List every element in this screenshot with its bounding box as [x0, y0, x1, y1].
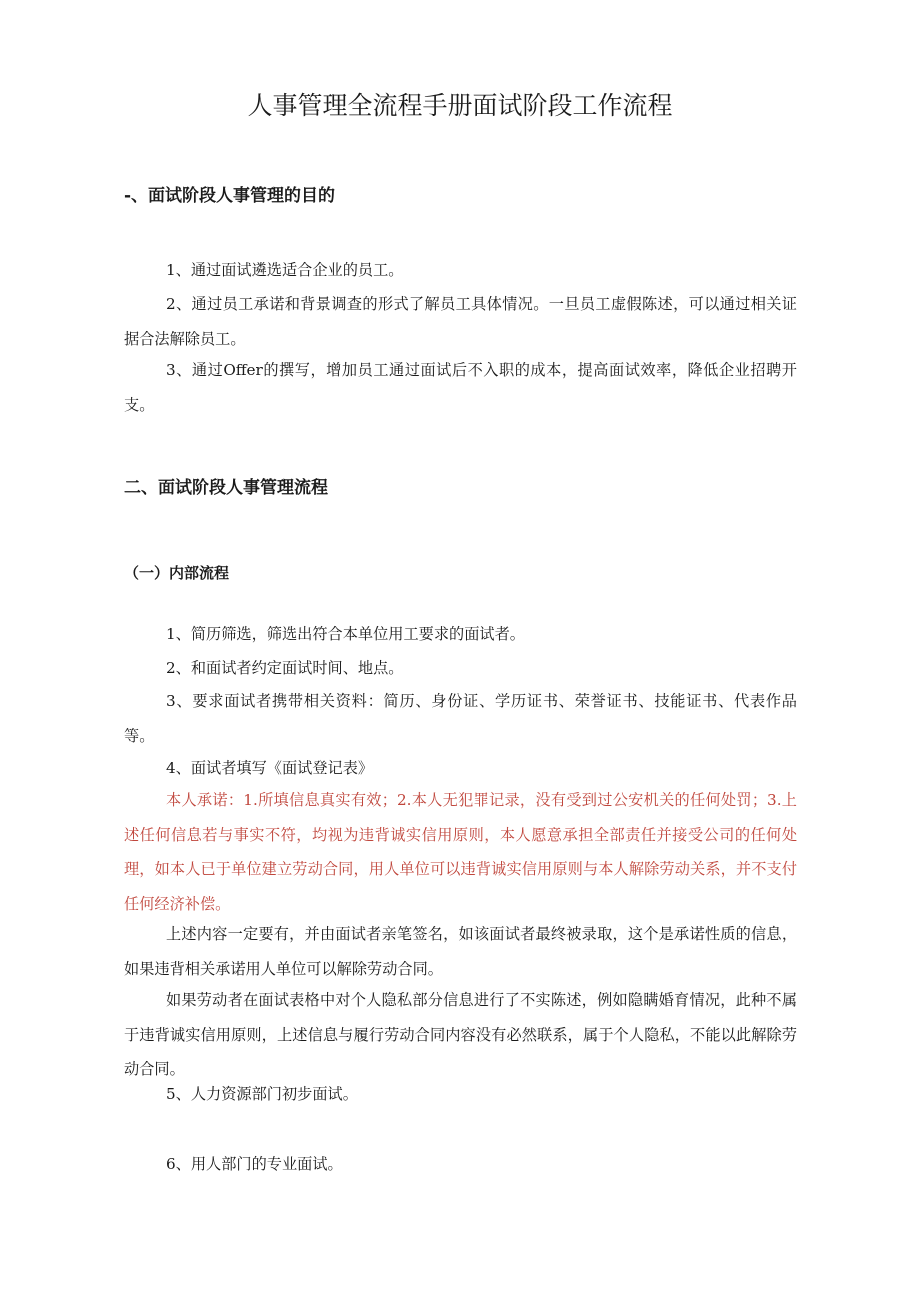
internal-process-subheading: （一）内部流程 [124, 564, 230, 582]
applicant-commitment: 本人承诺：1.所填信息真实有效；2.本人无犯罪记录，没有受到过公安机关的任何处罚；3.上述任何信息若与事实不符，均视为违背诚实信用原则，本人愿意承担全部责任并接受公司的任何处理，如本人已于单位建立劳动合同，用人单位可以违背诚实信用原则与本人解除劳动关系，并不支付任何经济补偿。 [124, 791, 797, 913]
purpose-item-2: 2、通过员工承诺和背景调查的形式了解员工具体情况。一旦员工虚假陈述，可以通过相关证据合法解除员工。 [124, 295, 797, 348]
section-1-heading: -、面试阶段人事管理的目的 [124, 186, 336, 206]
document-title: 人事管理全流程手册面试阶段工作流程 [247, 91, 673, 120]
process-item-2: 2、和面试者约定面试时间、地点。 [166, 659, 404, 677]
process-item-3: 3、要求面试者携带相关资料：简历、身份证、学历证书、荣誉证书、技能证书、代表作品等。 [124, 692, 797, 745]
process-item-1: 1、简历筛选，筛选出符合本单位用工要求的面试者。 [166, 625, 525, 643]
purpose-item-1: 1、通过面试遴选适合企业的员工。 [166, 261, 404, 279]
section-2-heading: 二、面试阶段人事管理流程 [124, 478, 328, 498]
process-item-4: 4、面试者填写《面试登记表》 [166, 759, 374, 777]
purpose-item-3: 3、通过Offer的撰写，增加员工通过面试后不入职的成本，提高面试效率，降低企业招聘开支。 [124, 361, 797, 414]
privacy-note: 如果劳动者在面试表格中对个人隐私部分信息进行了不实陈述，例如隐瞒婚育情况，此种不属于违背诚实信用原则，上述信息与履行劳动合同内容没有必然联系，属于个人隐私，不能以此解除劳动合同。 [124, 991, 797, 1078]
process-item-5: 5、人力资源部门初步面试。 [166, 1085, 358, 1103]
process-item-6: 6、用人部门的专业面试。 [166, 1155, 343, 1173]
commitment-note: 上述内容一定要有，并由面试者亲笔签名，如该面试者最终被录取，这个是承诺性质的信息，如果违背相关承诺用人单位可以解除劳动合同。 [124, 925, 797, 978]
